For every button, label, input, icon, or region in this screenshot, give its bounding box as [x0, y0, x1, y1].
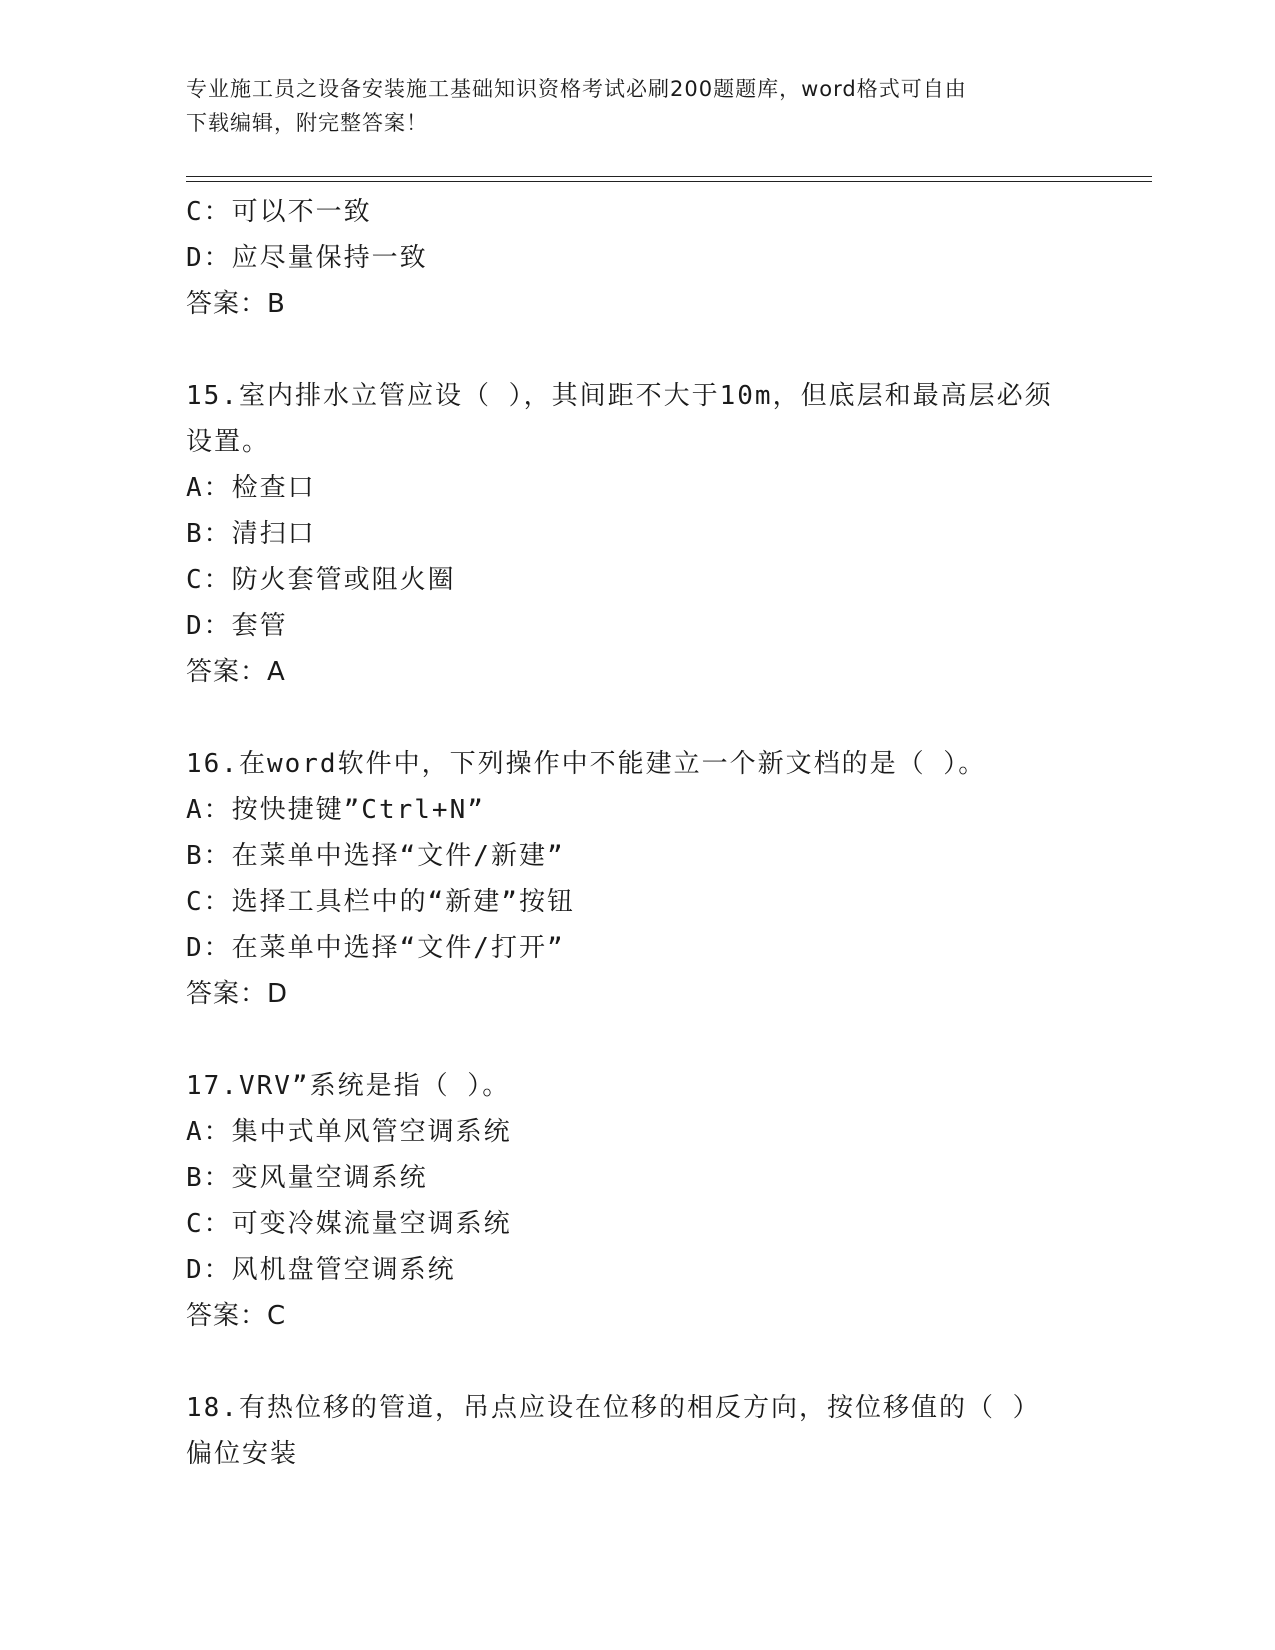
- q14-option-c: C：可以不一致: [186, 197, 372, 227]
- q17-answer: 答案：C: [186, 1301, 287, 1331]
- q16-option-d: D：在菜单中选择“文件/打开”: [186, 933, 565, 963]
- q17-option-b: B：变风量空调系统: [186, 1163, 428, 1193]
- document-body: [186, 189, 1086, 1477]
- spacer: [186, 327, 1086, 373]
- q17-question-line-1: 17.VRV”系统是指（ ）。: [186, 1071, 511, 1101]
- q15-question-line-2: 设置。: [186, 427, 271, 457]
- spacer: [186, 1017, 1086, 1063]
- q16-option-c: C：选择工具栏中的“新建”按钮: [186, 887, 575, 917]
- header-rule-top: [186, 176, 1152, 177]
- q16-option-b: B：在菜单中选择“文件/新建”: [186, 841, 565, 871]
- q15-option-a: A：检查口: [186, 473, 316, 503]
- q18-question-line-1: 18.有热位移的管道，吊点应设在位移的相反方向，按位移值的（ ）: [186, 1393, 1041, 1423]
- q16-answer: 答案：D: [186, 979, 289, 1009]
- q17-option-c: C：可变冷媒流量空调系统: [186, 1209, 512, 1239]
- q15-option-d: D：套管: [186, 611, 288, 641]
- q17-option-a: A：集中式单风管空调系统: [186, 1117, 512, 1147]
- header-line-1: 专业施工员之设备安装施工基础知识资格考试必刷200题题库，word格式可自由: [186, 77, 967, 101]
- header-line-2: 下载编辑，附完整答案！: [186, 111, 428, 135]
- header-rule-bottom: [186, 181, 1152, 182]
- q15-option-c: C：防火套管或阻火圈: [186, 565, 456, 595]
- spacer: [186, 695, 1086, 741]
- q14-answer: 答案：B: [186, 289, 286, 319]
- q18-question-line-2: 偏位安装: [186, 1439, 299, 1469]
- q16-question-line-1: 16.在word软件中，下列操作中不能建立一个新文档的是（ ）。: [186, 749, 987, 779]
- q15-answer: 答案：A: [186, 657, 286, 687]
- q14-option-d: D：应尽量保持一致: [186, 243, 428, 273]
- q17-option-d: D：风机盘管空调系统: [186, 1255, 456, 1285]
- spacer: [186, 1339, 1086, 1385]
- q15-question-line-1: 15.室内排水立管应设（ ），其间距不大于10m，但底层和最高层必须: [186, 381, 1053, 411]
- document-header: [186, 72, 1066, 140]
- q16-option-a: A：按快捷键”Ctrl+N”: [186, 795, 485, 825]
- q15-option-b: B：清扫口: [186, 519, 316, 549]
